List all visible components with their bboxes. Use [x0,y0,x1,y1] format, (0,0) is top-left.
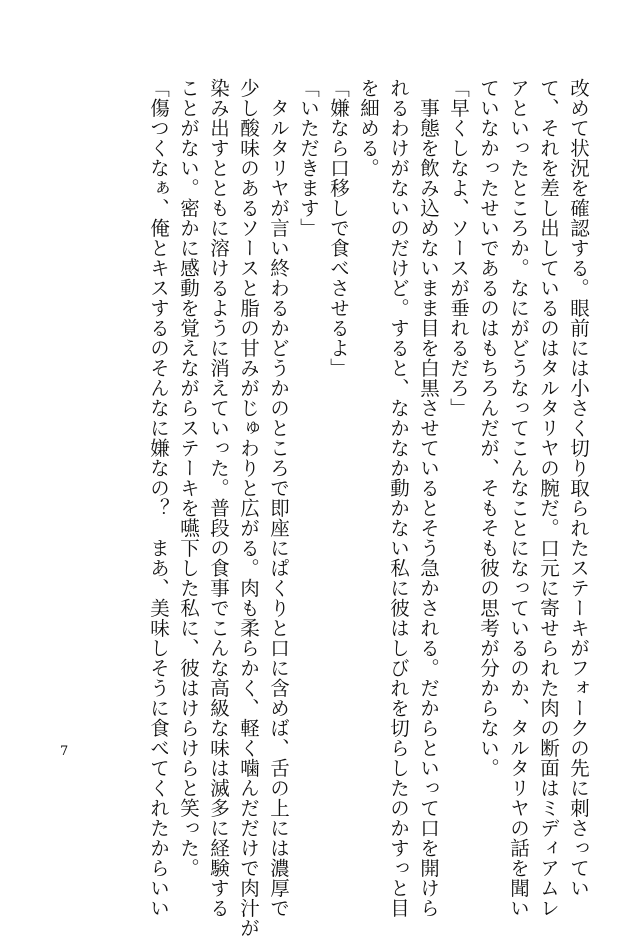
text-line: 「早くしなよ、ソースが垂れるだろ」 [447,78,470,418]
text-line: を細める。 [357,78,380,178]
page-number: 7 [60,744,69,759]
text-line: 染み出すとともに溶けるように消えていった。普段の食事でこんな高級な味は滅多に経験する [207,78,230,918]
text-line: タルタリヤが言い終わるかどうかのところで即座にぱくりと口に含めば、舌の上には濃厚で [267,78,290,918]
text-line: 少し酸味のあるソースと脂の甘みがじゅわりと広がる。肉も柔らかく、軽く噛んだだけで肉汁が [237,78,260,938]
text-line: 事態を飲み込めないまま目を白黒させているとそう急かされる。だからといって口を開けら [417,78,440,918]
text-line: れるわけがないのだけど。すると、なかなか動かない私に彼はしびれを切らしたのかすっと目 [387,78,410,918]
text-line: ことがない。密かに感動を覚えながらステーキを嚥下した私に、彼はけらけらと笑った。 [177,78,200,878]
text-line: 改めて状況を確認する。眼前には小さく切り取られたステーキがフォークの先に刺さってい [567,78,590,898]
vertical-text-body [143,78,593,938]
text-line: 「嫌なら口移しで食べさせるよ」 [327,78,350,378]
text-line: 「いただきます」 [297,78,320,238]
text-line: て、それを差し出しているのはタルタリヤの腕だ。口元に寄せられた肉の断面はミディアムレ [537,78,560,918]
text-line: ていなかったせいであるのはもちろんだが、そもそも彼の思考が分からない。 [477,78,500,778]
text-line: 「傷つくなぁ、俺とキスするのそんなに嫌なの？ まあ、美味しそうに食べてくれたからいい [147,78,170,918]
text-line: アといったところか。なにがどうなってこんなことになっているのか、タルタリヤの話を聞い [507,78,530,918]
